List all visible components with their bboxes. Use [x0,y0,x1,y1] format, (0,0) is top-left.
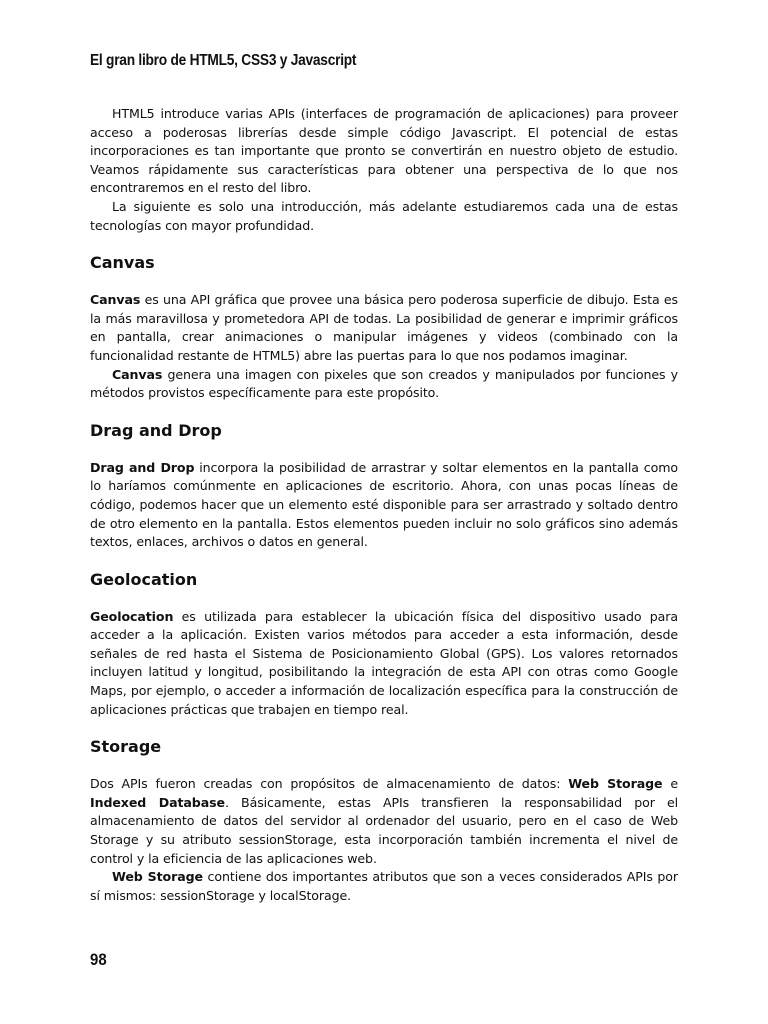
canvas-paragraph-1-text: es una API gráfica que provee una básica pero poderosa superficie de dibujo. Esta es la más maravillosa y prometedora API de todas. La posibilidad de generar e imprimir gráficos en pantalla, crear animaciones o manipular imágenes y videos (combinado con la funcionalidad restante de HTML5) abre las puertas para lo que nos podamos imaginar. [90,292,678,363]
intro-paragraph-1: HTML5 introduce varias APIs (interfaces de programación de aplicaciones) para proveer acceso a poderosas librerías desde simple código Javascript. El potencial de estas incorporaciones es tan importante que pronto se convertirán en nuestro objeto de estudio. Veamos rápidamente sus características para obtener una perspectiva de lo que nos encontraremos en el resto del libro. [90,106,678,196]
term-web-storage: Web Storage [112,869,203,885]
page-number: 98 [90,950,107,969]
storage-paragraph-1-text-b: e [662,776,678,792]
storage-paragraph-2 [90,868,678,905]
geolocation-paragraph-1-text: es utilizada para establecer la ubicación física del dispositivo usado para acceder a la aplicación. Existen varios métodos para acceder a esta información, desde señales de red hasta el Sistema de Posicionamiento Global (GPS). Los valores retornados incluyen latitud y longitud, posibilitando la integración de esta API con otras como Google Maps, por ejemplo, o acceder a información de localización específica para la construcción de aplicaciones prácticas que trabajen en tiempo real. [90,608,678,717]
term-canvas: Canvas [112,366,163,382]
term-web-storage: Web Storage [568,776,663,792]
canvas-paragraph-1 [90,291,678,365]
running-header: El gran libro de HTML5, CSS3 y Javascript [90,52,357,69]
storage-paragraph-1 [90,775,678,868]
term-geolocation: Geolocation [90,608,174,624]
canvas-paragraph-2 [90,366,678,403]
term-canvas: Canvas [90,292,141,308]
storage-paragraph-1-text-c: . Básicamente, estas APIs transfieren la responsabilidad por el almacenamiento de datos del servidor al ordenador del usuario, pero en el caso de Web Storage y su atributo sessionStorage, esta incorporación también incrementa el nivel de control y la eficiencia de las aplicaciones web. [90,794,678,866]
dragdrop-paragraph-1-text: incorpora la posibilidad de arrastrar y soltar elementos en la pantalla como lo haríamos comúnmente en aplicaciones de escritorio. Ahora, con unas pocas líneas de código, podemos hacer que un elemento esté disponible para ser arrastrado y soltado dentro de otro elemento en la pantalla. Estos elementos pueden incluir no solo gráficos sino además textos, enlaces, archivos o datos en general. [90,459,678,550]
term-indexed-database: Indexed Database [90,794,225,810]
canvas-paragraph-2-text: genera una imagen con pixeles que son creados y manipulados por funciones y métodos provistos específicamente para este propósito. [90,366,678,401]
page-content [90,105,678,905]
geolocation-paragraph-1 [90,608,678,720]
section-title-canvas: Canvas [90,253,155,273]
term-drag-and-drop: Drag and Drop [90,459,195,475]
section-title-geolocation: Geolocation [90,569,198,589]
storage-paragraph-1-text-a: Dos APIs fueron creadas con propósitos de almacenamiento de datos: [90,776,569,792]
section-title-drag-and-drop: Drag and Drop [90,420,222,440]
storage-paragraph-2-text: contiene dos importantes atributos que son a veces considerados APIs por sí mismos: sessionStorage y localStorage. [90,869,678,903]
section-title-storage: Storage [90,737,162,757]
dragdrop-paragraph-1 [90,459,678,552]
intro-paragraph-2: La siguiente es solo una introducción, más adelante estudiaremos cada una de estas tecnologías con mayor profundidad. [90,198,678,233]
